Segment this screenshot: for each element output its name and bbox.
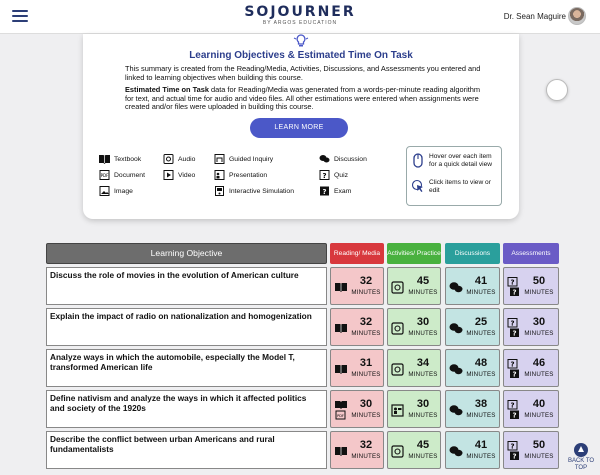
- discussion-icon: [319, 154, 330, 164]
- help-hover-text: Hover over each item for a quick detail view: [429, 153, 493, 168]
- activities-practice-cell[interactable]: [387, 390, 441, 428]
- assessments-cell[interactable]: [503, 308, 559, 346]
- reading-media-icon: [334, 318, 348, 338]
- legend-guided-inquiry: [214, 154, 273, 164]
- assessments-icon: [507, 400, 521, 420]
- quiz-icon: [319, 170, 330, 180]
- objective-cell[interactable]: Discuss the role of movies in the evolution of American culture: [46, 267, 327, 305]
- image-icon: [99, 186, 110, 196]
- assessments-minutes-value: 46: [532, 357, 546, 369]
- minutes-unit-label: MINUTES: [351, 330, 381, 337]
- summary-paragraph-1: This summary is created from the Reading/Media, Activities, Discussions, and Assessments you entered and linked to learning objectives when building this course.: [125, 64, 481, 82]
- reading-media-cell[interactable]: [330, 431, 384, 469]
- user-name[interactable]: Dr. Sean Maguire: [503, 12, 566, 21]
- activities-practice-icon: [391, 400, 405, 420]
- table-row: [46, 390, 560, 428]
- table-row: [46, 267, 560, 305]
- table-row: [46, 308, 560, 346]
- assessments-minutes-value: 50: [532, 275, 546, 287]
- minutes-unit-label: MINUTES: [408, 330, 438, 337]
- legend-interactive-simulation-label: Interactive Simulation: [229, 187, 294, 195]
- discussions-cell[interactable]: [445, 431, 500, 469]
- svg-text:?: ?: [510, 401, 515, 410]
- objective-cell[interactable]: Describe the conflict between urban Americans and rural fundamentalists: [46, 431, 327, 469]
- legend-document-label: Document: [114, 171, 145, 179]
- svg-text:?: ?: [512, 411, 517, 420]
- objective-cell[interactable]: Analyze ways in which the automobile, especially the Model T, transformed American life: [46, 349, 327, 387]
- summary-paragraph-2: [125, 86, 485, 112]
- discussions-minutes-value: 25: [474, 316, 488, 328]
- activities-practice-cell[interactable]: [387, 431, 441, 469]
- discussions-cell[interactable]: [445, 267, 500, 305]
- minutes-unit-label: MINUTES: [524, 371, 554, 378]
- header-discussions: Discussions: [445, 243, 500, 264]
- activities-practice-icon: [391, 441, 405, 461]
- reading-media-icon: [334, 359, 348, 379]
- discussions-cell[interactable]: [445, 308, 500, 346]
- legend-textbook-label: Textbook: [114, 155, 142, 163]
- legend-interactive-simulation: [214, 186, 294, 196]
- svg-text:PDF: PDF: [100, 173, 109, 178]
- reading-media-cell[interactable]: [330, 349, 384, 387]
- header-assessments: Assessments: [503, 243, 559, 264]
- reading-media-minutes-value: 32: [359, 439, 373, 451]
- minutes-unit-label: MINUTES: [408, 289, 438, 296]
- app-logo[interactable]: [230, 4, 370, 27]
- svg-text:?: ?: [510, 360, 515, 369]
- help-box: [406, 146, 502, 206]
- svg-text:?: ?: [510, 319, 515, 328]
- svg-text:?: ?: [322, 188, 327, 196]
- discussions-icon: [449, 318, 463, 338]
- help-hover: [411, 153, 501, 168]
- legend-audio-label: Audio: [178, 155, 196, 163]
- svg-text:?: ?: [512, 452, 517, 461]
- legend-guided-inquiry-label: Guided Inquiry: [229, 155, 274, 163]
- lightbulb-icon: [293, 34, 309, 48]
- logo-text: SOJOURNER: [244, 4, 356, 20]
- activities-practice-cell[interactable]: [387, 308, 441, 346]
- minutes-unit-label: MINUTES: [466, 412, 496, 419]
- assessments-cell[interactable]: [503, 431, 559, 469]
- reading-media-cell[interactable]: [330, 308, 384, 346]
- svg-text:?: ?: [322, 172, 327, 180]
- discussions-minutes-value: 41: [474, 275, 488, 287]
- activities-practice-minutes-value: 30: [416, 316, 430, 328]
- legend-discussion: [319, 154, 367, 164]
- svg-text:?: ?: [512, 329, 517, 338]
- legend-textbook: [99, 154, 141, 164]
- minutes-unit-label: MINUTES: [466, 289, 496, 296]
- activities-practice-icon: [391, 318, 405, 338]
- legend-video-label: Video: [178, 171, 196, 179]
- reading-media-minutes-value: 31: [359, 357, 373, 369]
- minutes-unit-label: MINUTES: [524, 330, 554, 337]
- assessments-icon: [507, 277, 521, 297]
- legend-image-label: Image: [114, 187, 133, 195]
- legend-quiz: [319, 170, 348, 180]
- reading-media-minutes-value: 32: [359, 316, 373, 328]
- minutes-unit-label: MINUTES: [351, 371, 381, 378]
- click-pointer-icon: [411, 179, 425, 194]
- discussions-icon: [449, 359, 463, 379]
- discussions-minutes-value: 48: [474, 357, 488, 369]
- discussions-minutes-value: 41: [474, 439, 488, 451]
- activities-practice-cell[interactable]: [387, 267, 441, 305]
- svg-text:?: ?: [512, 288, 517, 297]
- legend-document: [99, 170, 145, 180]
- arrow-up-icon: [574, 443, 588, 457]
- minutes-unit-label: MINUTES: [466, 371, 496, 378]
- legend-presentation: [214, 170, 267, 180]
- minutes-unit-label: MINUTES: [408, 371, 438, 378]
- icon-legend: [99, 152, 399, 202]
- table-row: [46, 349, 560, 387]
- svg-text:PDF: PDF: [337, 414, 344, 418]
- assessments-icon: [507, 359, 521, 379]
- assessments-icon: [507, 441, 521, 461]
- activities-practice-minutes-value: 34: [416, 357, 430, 369]
- reading-media-cell[interactable]: [330, 267, 384, 305]
- summary-paragraph-2-text: data for Reading/Media was generated from a words-per-minute reading algorithm for text, and actual time for audio and video files. All other estimations were entered when assignments were created and/or files were uploaded in building this course.: [125, 85, 481, 112]
- discussions-minutes-value: 38: [474, 398, 488, 410]
- top-header: [0, 0, 600, 34]
- minutes-unit-label: MINUTES: [408, 412, 438, 419]
- objective-cell[interactable]: Explain the impact of radio on nationalization and homogenization: [46, 308, 327, 346]
- svg-text:?: ?: [510, 278, 515, 287]
- activities-practice-minutes-value: 45: [416, 439, 430, 451]
- assessments-minutes-value: 40: [532, 398, 546, 410]
- legend-discussion-label: Discussion: [334, 155, 367, 163]
- summary-title: Learning Objectives & Estimated Time On Task: [189, 50, 413, 61]
- minutes-unit-label: MINUTES: [524, 453, 554, 460]
- minutes-unit-label: MINUTES: [466, 330, 496, 337]
- assessments-cell[interactable]: [503, 267, 559, 305]
- back-to-top-button[interactable]: [566, 443, 596, 471]
- discussions-icon: [449, 441, 463, 461]
- minutes-unit-label: MINUTES: [351, 289, 381, 296]
- reading-media-icon: [334, 400, 348, 420]
- assessments-icon: [507, 318, 521, 338]
- textbook-icon: [99, 154, 110, 164]
- minutes-unit-label: MINUTES: [351, 453, 381, 460]
- summary-card: [83, 34, 519, 219]
- minutes-unit-label: MINUTES: [466, 453, 496, 460]
- presentation-icon: [214, 170, 225, 180]
- table-row: [46, 431, 560, 469]
- minutes-unit-label: MINUTES: [351, 412, 381, 419]
- assessments-minutes-value: 30: [532, 316, 546, 328]
- minutes-unit-label: MINUTES: [524, 289, 554, 296]
- avatar[interactable]: [568, 7, 586, 25]
- discussions-icon: [449, 277, 463, 297]
- legend-quiz-label: Quiz: [334, 171, 348, 179]
- mouse-icon: [411, 153, 425, 168]
- objective-cell[interactable]: Define nativism and analyze the ways in which it affected politics and society of the 1920s: [46, 390, 327, 428]
- summary-paragraph-2-bold: Estimated Time on Task: [125, 85, 209, 94]
- activities-practice-cell[interactable]: [387, 349, 441, 387]
- activities-practice-minutes-value: 45: [416, 275, 430, 287]
- header-learning-objective: Learning Objective: [46, 243, 327, 264]
- interactive-simulation-icon: [214, 186, 225, 196]
- logo-subtext: BY ARGOS EDUCATION: [262, 20, 338, 26]
- minutes-unit-label: MINUTES: [524, 412, 554, 419]
- header-activities-practice: Activities/ Practice: [387, 243, 441, 264]
- side-toggle-button[interactable]: [546, 79, 568, 101]
- video-icon: [163, 170, 174, 180]
- learn-more-button[interactable]: LEARN MORE: [250, 118, 348, 138]
- svg-text:?: ?: [510, 442, 515, 451]
- legend-presentation-label: Presentation: [229, 171, 268, 179]
- activities-practice-icon: [391, 277, 405, 297]
- header-reading-media: Reading/ Media: [330, 243, 384, 264]
- guided-inquiry-icon: [214, 154, 225, 164]
- audio-icon: [163, 154, 174, 164]
- discussions-icon: [449, 400, 463, 420]
- help-click-text: Click items to view or edit: [429, 179, 491, 194]
- hamburger-menu-icon[interactable]: [12, 10, 28, 23]
- legend-exam-label: Exam: [334, 187, 352, 195]
- exam-icon: [319, 186, 330, 196]
- discussions-cell[interactable]: [445, 349, 500, 387]
- legend-exam: [319, 186, 351, 196]
- minutes-unit-label: MINUTES: [408, 453, 438, 460]
- document-icon: [99, 170, 110, 180]
- assessments-minutes-value: 50: [532, 439, 546, 451]
- legend-video: [163, 170, 195, 180]
- activities-practice-minutes-value: 30: [416, 398, 430, 410]
- reading-media-cell[interactable]: [330, 390, 384, 428]
- reading-media-minutes-value: 30: [359, 398, 373, 410]
- reading-media-icon: [334, 441, 348, 461]
- reading-media-icon: [334, 277, 348, 297]
- back-to-top-label: BACK TO TOP: [567, 458, 595, 471]
- help-click: [411, 179, 501, 194]
- assessments-cell[interactable]: [503, 390, 559, 428]
- reading-media-minutes-value: 32: [359, 275, 373, 287]
- legend-audio: [163, 154, 195, 164]
- assessments-cell[interactable]: [503, 349, 559, 387]
- legend-image: [99, 186, 133, 196]
- svg-text:?: ?: [512, 370, 517, 379]
- discussions-cell[interactable]: [445, 390, 500, 428]
- activities-practice-icon: [391, 359, 405, 379]
